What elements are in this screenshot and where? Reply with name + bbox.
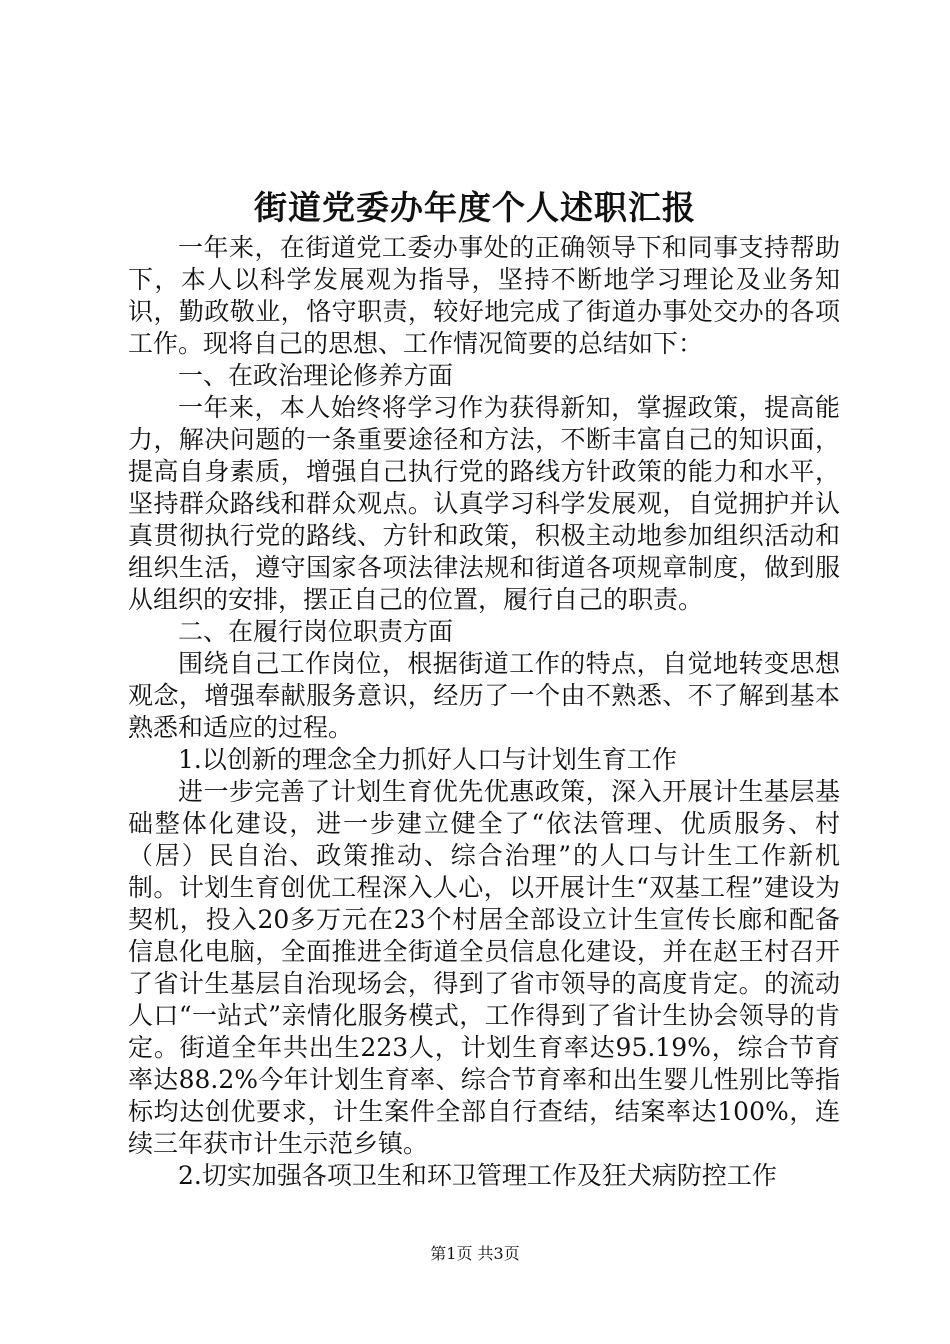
page-footer: 第1页 共3页 — [430, 1244, 520, 1263]
paragraph-political-theory: 一年来，本人始终将学习作为获得新知，掌握政策，提高能力，解决问题的一条重要途径和方法，不断丰富自己的知识面，提高自身素质，增强自己执行党的路线方针政策的能力和水平，坚持群众路线和群众观点。认真学习科学发展观，自觉拥护并认真贯彻执行党的路线、方针和政策，积极主动地参加组织活动和组织生活，遵守国家各项法律法规和街道各项规章制度，做到服从组织的安排，摆正自己的位置，履行自己的职责。 — [128, 393, 840, 614]
section-heading-2: 二、在履行岗位职责方面 — [178, 617, 454, 646]
paragraph-job-duties: 围绕自己工作岗位，根据街道工作的特点，自觉地转变思想观念，增强奉献服务意识，经历了一个由不熟悉、不了解到基本熟悉和适应的过程。 — [128, 649, 840, 742]
paragraph-intro: 一年来，在街道党工委办事处的正确领导下和同事支持帮助下，本人以科学发展观为指导，坚持不断地学习理论及业务知识，勤政敬业，恪守职责，较好地完成了街道办事处交办的各项工作。现将自己的思想、工作情况简要的总结如下： — [128, 233, 840, 358]
paragraph-family-planning: 进一步完善了计划生育优先优惠政策，深入开展计生基层基础整体化建设，进一步建立健全了“依法管理、优质服务、村（居）民自治、政策推动、综合治理”的人口与计生工作新机制。计划生育创优工程深入人心，以开展计生“双基工程”建设为契机，投入20多万元在23个村居全部设立计生宣传长廊和配备信息化电脑，全面推进全街道全员信息化建设，并在赵王村召开了省计生基层自治现场会，得到了省市领导的高度肯定。的流动人口“一站式”亲情化服务模式，工作得到了省计生协会领导的肯定。街道全年共出生223人，计划生育率达95.19%，综合节育率达88.2%今年计划生育率、综合节育率和出生婴儿性别比等指标均达创优要求，计生案件全部自行查结，结案率达100%，连续三年获市计生示范乡镇。 — [128, 777, 840, 1158]
subheading-1: 1.以创新的理念全力抓好人口与计划生育工作 — [178, 745, 677, 774]
subheading-2: 2.切实加强各项卫生和环卫管理工作及狂犬病防控工作 — [178, 1161, 777, 1190]
section-heading-1: 一、在政治理论修养方面 — [178, 361, 454, 390]
document-title: 街道党委办年度个人述职汇报 — [254, 188, 696, 227]
document-body — [128, 232, 840, 1192]
